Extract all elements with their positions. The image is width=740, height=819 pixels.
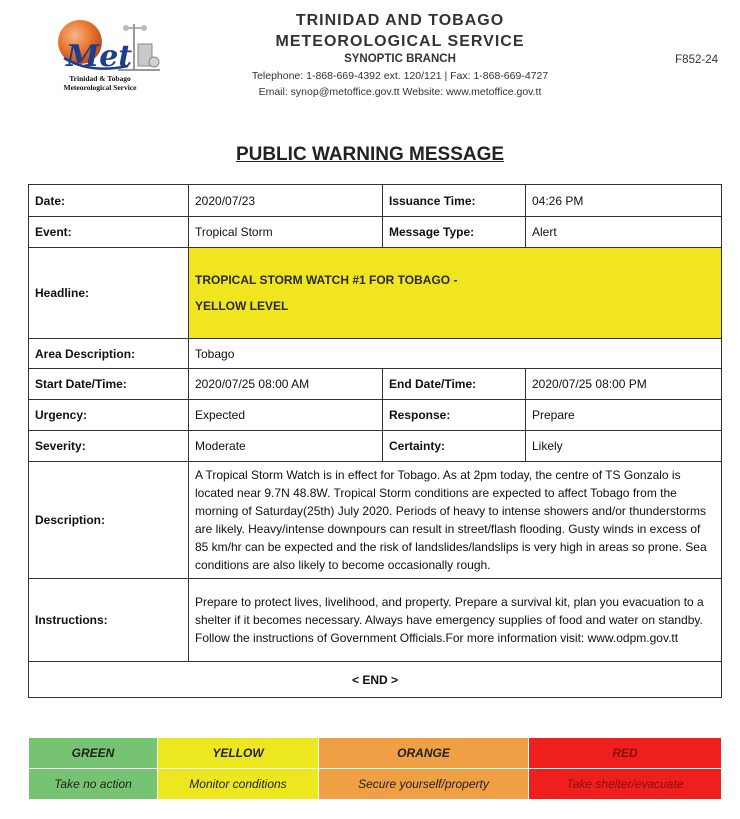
level-yellow-name: YELLOW bbox=[158, 738, 319, 769]
headline-label: Headline: bbox=[29, 248, 189, 339]
description-value: A Tropical Storm Watch is in effect for Tobago. As at 2pm today, the centre of TS Gonzalo is located near 9.7N 48.8W. Tropical Storm conditions are expected to affect Tobago from the morning of Saturday(25th) July 2020. Periods of heavy to intense showers and/or thunderstorms are likely. Heavy/intense downpours can result in street/flash flooding. Gusty winds in excess of 85 km/hr can be expected and the risk of landslides/landslips is very high in areas so prone. Sea conditions are also likely to become occasionally rough. bbox=[189, 462, 722, 579]
row-end bbox=[29, 662, 722, 698]
warning-level-legend bbox=[28, 737, 722, 800]
start-label: Start Date/Time: bbox=[29, 369, 189, 400]
response-label: Response: bbox=[383, 400, 526, 431]
level-orange-action: Secure yourself/property bbox=[319, 769, 529, 800]
row-instructions bbox=[29, 579, 722, 662]
date-label: Date: bbox=[29, 185, 189, 217]
certainty-value: Likely bbox=[526, 431, 722, 462]
logo-caption-line2: Meteorological Service bbox=[63, 83, 137, 92]
level-yellow-action: Monitor conditions bbox=[158, 769, 319, 800]
row-severity bbox=[29, 431, 722, 462]
issuance-time-label: Issuance Time: bbox=[383, 185, 526, 217]
certainty-label: Certainty: bbox=[383, 431, 526, 462]
branch-name: SYNOPTIC BRANCH bbox=[344, 53, 456, 65]
level-green-action: Take no action bbox=[29, 769, 158, 800]
level-names-row bbox=[29, 738, 722, 769]
urgency-value: Expected bbox=[189, 400, 383, 431]
description-label: Description: bbox=[29, 462, 189, 579]
level-green-name: GREEN bbox=[29, 738, 158, 769]
row-urgency bbox=[29, 400, 722, 431]
issuance-time-value: 04:26 PM bbox=[526, 185, 722, 217]
row-start-end bbox=[29, 369, 722, 400]
instructions-value: Prepare to protect lives, livelihood, and property. Prepare a survival kit, plan you evacuation to a shelter if it becomes necessary. Always have emergency supplies of food and water on standby. Follow the instructions of Government Officials.For more information visit: www.odpm.gov.tt bbox=[189, 579, 722, 662]
row-event bbox=[29, 217, 722, 248]
level-red-name: RED bbox=[529, 738, 722, 769]
severity-value: Moderate bbox=[189, 431, 383, 462]
form-number: F852-24 bbox=[675, 54, 718, 66]
warning-table bbox=[28, 184, 722, 698]
end-marker: < END > bbox=[29, 662, 722, 698]
end-label: End Date/Time: bbox=[383, 369, 526, 400]
row-headline bbox=[29, 248, 722, 339]
org-name-line2: METEOROLOGICAL SERVICE bbox=[275, 33, 525, 50]
message-type-value: Alert bbox=[526, 217, 722, 248]
date-value: 2020/07/23 bbox=[189, 185, 383, 217]
event-value: Tropical Storm bbox=[189, 217, 383, 248]
headline-line1: TROPICAL STORM WATCH #1 FOR TOBAGO - bbox=[195, 273, 458, 287]
row-description bbox=[29, 462, 722, 579]
logo-caption-line1: Trinidad & Tobago bbox=[69, 74, 131, 83]
logo-letters: Met bbox=[66, 39, 133, 74]
response-value: Prepare bbox=[526, 400, 722, 431]
org-name-line1: TRINIDAD AND TOBAGO bbox=[295, 12, 505, 29]
area-value: Tobago bbox=[189, 339, 722, 369]
row-date bbox=[29, 185, 722, 217]
level-red-action: Take shelter/evacuate bbox=[529, 769, 722, 800]
area-label: Area Description: bbox=[29, 339, 189, 369]
row-area bbox=[29, 339, 722, 369]
event-label: Event: bbox=[29, 217, 189, 248]
contact-phone-fax: Telephone: 1-868-669-4392 ext. 120/121 | Fax: 1-868-669-4727 bbox=[251, 70, 549, 82]
level-actions-row bbox=[29, 769, 722, 800]
urgency-label: Urgency: bbox=[29, 400, 189, 431]
message-type-label: Message Type: bbox=[383, 217, 526, 248]
level-orange-name: ORANGE bbox=[319, 738, 529, 769]
instructions-label: Instructions: bbox=[29, 579, 189, 662]
contact-email-website: Email: synop@metoffice.gov.tt Website: www.metoffice.gov.tt bbox=[258, 86, 542, 98]
start-value: 2020/07/25 08:00 AM bbox=[189, 369, 383, 400]
page-title: PUBLIC WARNING MESSAGE bbox=[235, 144, 505, 165]
headline-line2: YELLOW LEVEL bbox=[195, 299, 289, 313]
end-value: 2020/07/25 08:00 PM bbox=[526, 369, 722, 400]
logo-caption bbox=[50, 74, 150, 92]
severity-label: Severity: bbox=[29, 431, 189, 462]
headline-value bbox=[189, 248, 722, 339]
